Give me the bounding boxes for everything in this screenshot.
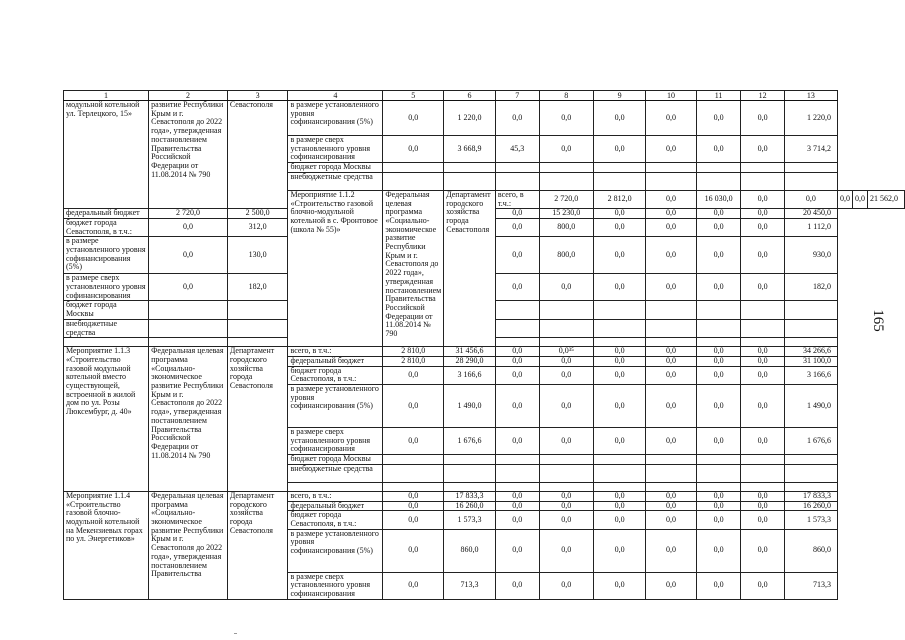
amount-cell: 130,0 (227, 237, 288, 274)
amount-cell: 0,0 (539, 101, 593, 136)
amount-cell: 0,0 (593, 501, 645, 511)
amount-cell: 0,0 (383, 366, 444, 384)
column-header: 12 (741, 91, 785, 101)
text-cell: всего, в т.ч.: (288, 491, 383, 501)
amount-cell (646, 455, 697, 465)
amount-cell: 0,0 (383, 572, 444, 599)
amount-cell: 0,0 (539, 385, 593, 428)
amount-cell: 0,0 (383, 501, 444, 511)
amount-cell: 0,0 (741, 491, 785, 501)
amount-cell: 0,0 (741, 101, 785, 136)
amount-cell: 0,0 (646, 101, 697, 136)
amount-cell (646, 172, 697, 190)
text-cell: Федеральная целевая программа «Социально-экономическое развитие Республики Крым и г. Севастополя до 2022 года», утвержденная постановлением Правительства Российской Федерации от 11.08.2014 № 790 (149, 347, 228, 492)
amount-cell: 0,0 (646, 501, 697, 511)
amount-cell (646, 464, 697, 482)
amount-cell (646, 301, 697, 319)
amount-cell: 182,0 (227, 274, 288, 301)
amount-cell (696, 163, 741, 173)
amount-cell (784, 482, 837, 491)
amount-cell (696, 455, 741, 465)
amount-cell (696, 301, 741, 319)
amount-cell: 0,0 (696, 356, 741, 366)
amount-cell: 1 112,0 (784, 218, 837, 236)
amount-cell (741, 455, 785, 465)
amount-cell: 0,0 (495, 491, 539, 501)
amount-cell: 0,0 (646, 366, 697, 384)
amount-cell (495, 319, 539, 337)
amount-cell: 0,0 (149, 274, 228, 301)
amount-cell: 182,0 (784, 274, 837, 301)
amount-cell: 1 676,6 (784, 428, 837, 455)
amount-cell: 0,0 (593, 366, 645, 384)
text-cell: бюджет города Севастополя, в т.ч.: (288, 511, 383, 529)
amount-cell: 20 450,0 (784, 209, 837, 219)
amount-cell (495, 172, 539, 190)
column-header: 7 (495, 91, 539, 101)
amount-cell: 0,0 (593, 491, 645, 501)
amount-cell: 0,0 (539, 366, 593, 384)
amount-cell (539, 464, 593, 482)
amount-cell (696, 319, 741, 337)
amount-cell: 0,0 (741, 366, 785, 384)
amount-cell: 860,0 (444, 529, 496, 572)
amount-cell: 21 562,0 (868, 190, 905, 208)
amount-cell: 0,0 (539, 136, 593, 163)
text-cell: Севастополя (227, 101, 288, 209)
amount-cell (495, 455, 539, 465)
amount-cell: 0,0 (696, 385, 741, 428)
amount-cell: 0,0 (593, 218, 645, 236)
amount-cell: 0,0 (539, 511, 593, 529)
amount-cell: 0,0 (593, 274, 645, 301)
amount-cell: 0,0 (696, 274, 741, 301)
amount-cell: 1 573,3 (784, 511, 837, 529)
amount-cell (539, 338, 593, 347)
text-cell: Департамент городского хозяйства города Севастополя (444, 190, 496, 346)
amount-cell: 0,0 (495, 218, 539, 236)
amount-cell: 0,0 (495, 274, 539, 301)
column-header: 2 (149, 91, 228, 101)
amount-cell: 0,0 (383, 428, 444, 455)
amount-cell: 1 220,0 (784, 101, 837, 136)
amount-cell: 3 166,6 (784, 366, 837, 384)
amount-cell: 0,0 (696, 572, 741, 599)
amount-cell: 0,0 (696, 529, 741, 572)
amount-cell: 0,0 (646, 347, 697, 357)
amount-cell: 16 260,0 (444, 501, 496, 511)
amount-cell (593, 172, 645, 190)
amount-cell (539, 455, 593, 465)
amount-cell: 16 030,0 (696, 190, 741, 208)
amount-cell: 0,0 (646, 237, 697, 274)
amount-cell (593, 338, 645, 347)
amount-cell (593, 319, 645, 337)
amount-cell: 15 230,0 (539, 209, 593, 219)
text-cell (64, 338, 149, 347)
amount-cell: 0,0 (593, 428, 645, 455)
amount-cell: 0,0 (646, 218, 697, 236)
amount-cell: 860,0 (784, 529, 837, 572)
text-cell: федеральный бюджет (288, 356, 383, 366)
amount-cell: 0,0 (539, 356, 593, 366)
amount-cell: 0,0 (539, 428, 593, 455)
amount-cell (646, 338, 697, 347)
amount-cell: 713,3 (784, 572, 837, 599)
text-cell: бюджет города Москвы (64, 301, 149, 319)
amount-cell: 0,0 (149, 237, 228, 274)
text-cell: в размере сверх установленного уровня софинансирования (64, 274, 149, 301)
amount-cell: 0,0 (696, 101, 741, 136)
amount-cell: 0,0 (383, 491, 444, 501)
table-body (64, 91, 905, 600)
amount-cell: 0,0 (741, 572, 785, 599)
amount-cell: 0,0 (495, 347, 539, 357)
amount-cell (227, 319, 288, 337)
amount-cell: 0,0 (495, 366, 539, 384)
amount-cell: 0,0 (741, 218, 785, 236)
scan-speck (234, 633, 237, 634)
text-cell: в размере установленного уровня софинансирования (5%) (64, 237, 149, 274)
amount-cell: 3 668,9 (444, 136, 496, 163)
amount-cell: 0,0 (383, 529, 444, 572)
amount-cell (444, 455, 496, 465)
column-header: 9 (593, 91, 645, 101)
amount-cell (696, 482, 741, 491)
amount-cell: 0,0 (741, 347, 785, 357)
amount-cell (444, 172, 496, 190)
amount-cell (444, 163, 496, 173)
amount-cell: 0,0 (495, 237, 539, 274)
text-cell: внебюджетные средства (288, 464, 383, 482)
budget-table (63, 90, 905, 600)
amount-cell: 0,0 (539, 529, 593, 572)
amount-cell (227, 301, 288, 319)
table-row (64, 347, 905, 357)
amount-cell (593, 301, 645, 319)
text-cell: Департамент городского хозяйства города Севастополя (227, 491, 288, 599)
amount-cell (784, 319, 837, 337)
amount-cell (539, 319, 593, 337)
amount-cell: 0,0 (741, 529, 785, 572)
amount-cell: 0,0 (539, 274, 593, 301)
amount-cell (784, 464, 837, 482)
amount-cell: 0,0 (593, 572, 645, 599)
amount-cell: 0,0 (539, 491, 593, 501)
amount-cell: 0,0 (741, 385, 785, 428)
amount-cell (539, 172, 593, 190)
amount-cell (383, 172, 444, 190)
text-cell: развитие Республики Крым и г. Севастополя до 2022 года», утвержденная постановлением Правительства Российской Федерации от 11.08.2014 № 790 (149, 101, 228, 209)
text-cell: Мероприятие 1.1.4 «Строительство газовой блочно-модульной котельной на Мекензиевых горах по ул. Энергетиков» (64, 491, 149, 599)
amount-cell: 2 812,0 (593, 190, 645, 208)
amount-cell: 0,0 (696, 511, 741, 529)
amount-cell: 2 810,0 (383, 356, 444, 366)
amount-cell: 0,0 (593, 136, 645, 163)
amount-cell: 0,0 (646, 491, 697, 501)
amount-cell (646, 319, 697, 337)
text-cell: внебюджетные средства (288, 172, 383, 190)
column-header: 3 (227, 91, 288, 101)
page-number: 165 (869, 309, 886, 332)
amount-cell (593, 464, 645, 482)
amount-cell: 0,0 (696, 136, 741, 163)
amount-cell: 0,0 (646, 572, 697, 599)
amount-cell: 2 810,0 (383, 347, 444, 357)
amount-cell: 0,0 (495, 385, 539, 428)
column-header: 4 (288, 91, 383, 101)
text-cell: Федеральная целевая программа «Социально-экономическое развитие Республики Крым и г. Севастополя до 2022 года», утвержденная постановлением Правительства (149, 491, 228, 599)
amount-cell: 0,0 (741, 501, 785, 511)
table-row (64, 101, 905, 136)
amount-cell: 0,0 (593, 385, 645, 428)
header-row (64, 91, 905, 101)
text-cell: в размере сверх установленного уровня софинансирования (288, 572, 383, 599)
amount-cell (784, 338, 837, 347)
amount-cell (741, 319, 785, 337)
amount-cell (696, 172, 741, 190)
text-cell (288, 482, 383, 491)
amount-cell: 1 490,0 (444, 385, 496, 428)
text-cell: Федеральная целевая программа «Социально-экономическое развитие Республики Крым и г. Севастополя до 2022 года», утвержденная постановлением Правительства Российской Федерации от 11.08.2014 № 790 (383, 190, 444, 346)
amount-cell: 0,0 (383, 136, 444, 163)
amount-cell: 2 720,0 (539, 190, 593, 208)
amount-cell: 1 676,6 (444, 428, 496, 455)
amount-cell: 0,0 (646, 136, 697, 163)
amount-cell (646, 482, 697, 491)
amount-cell (741, 163, 785, 173)
amount-cell: 0,0 (741, 237, 785, 274)
amount-cell (495, 482, 539, 491)
text-cell: бюджет города Москвы (288, 163, 383, 173)
amount-cell: 0,0 (646, 209, 697, 219)
amount-cell (495, 163, 539, 173)
amount-cell: 0,0 (495, 501, 539, 511)
amount-cell: 0,0³⁵ (539, 347, 593, 357)
amount-cell: 0,0 (696, 218, 741, 236)
amount-cell (741, 464, 785, 482)
amount-cell: 34 266,6 (784, 347, 837, 357)
table-row (64, 491, 905, 501)
amount-cell (696, 338, 741, 347)
amount-cell (149, 319, 228, 337)
amount-cell: 0,0 (696, 428, 741, 455)
amount-cell: 0,0 (495, 101, 539, 136)
amount-cell: 0,0 (696, 209, 741, 219)
text-cell: в размере сверх установленного уровня софинансирования (288, 428, 383, 455)
amount-cell: 0,0 (646, 511, 697, 529)
amount-cell: 0,0 (593, 529, 645, 572)
amount-cell: 0,0 (593, 237, 645, 274)
amount-cell: 0,0 (838, 190, 853, 208)
amount-cell: 0,0 (696, 491, 741, 501)
amount-cell (593, 482, 645, 491)
amount-cell: 2 720,0 (149, 209, 228, 219)
amount-cell: 0,0 (696, 237, 741, 274)
amount-cell: 0,0 (696, 366, 741, 384)
amount-cell: 0,0 (646, 385, 697, 428)
amount-cell: 0,0 (696, 501, 741, 511)
amount-cell: 0,0 (741, 428, 785, 455)
amount-cell: 312,0 (227, 218, 288, 236)
text-cell: Мероприятие 1.1.3 «Строительство газовой модульной котельной вместо существующей, встроенной в жилой дом по ул. Розы Люксембург, д. 40» (64, 347, 149, 492)
text-cell: в размере установленного уровня софинансирования (5%) (288, 385, 383, 428)
amount-cell (593, 455, 645, 465)
text-cell: бюджет города Севастополя, в т.ч.: (288, 366, 383, 384)
amount-cell (784, 455, 837, 465)
amount-cell: 2 500,0 (227, 209, 288, 219)
amount-cell (784, 163, 837, 173)
amount-cell (495, 301, 539, 319)
amount-cell: 0,0 (495, 572, 539, 599)
amount-cell (784, 301, 837, 319)
text-cell: Мероприятие 1.1.2 «Строительство газовой блочно-модульной котельной в с. Фронтовое (школа № 55)» (288, 190, 383, 346)
column-header: 10 (646, 91, 697, 101)
amount-cell (741, 338, 785, 347)
amount-cell: 0,0 (593, 511, 645, 529)
amount-cell: 0,0 (646, 190, 697, 208)
amount-cell: 31 100,0 (784, 356, 837, 366)
amount-cell (495, 338, 539, 347)
column-header: 11 (696, 91, 741, 101)
text-cell: Департамент городского хозяйства города Севастополя (227, 347, 288, 492)
amount-cell: 0,0 (539, 501, 593, 511)
amount-cell (593, 163, 645, 173)
amount-cell: 0,0 (593, 347, 645, 357)
amount-cell: 0,0 (696, 347, 741, 357)
amount-cell: 3 166,6 (444, 366, 496, 384)
amount-cell (784, 172, 837, 190)
column-header: 5 (383, 91, 444, 101)
amount-cell: 0,0 (741, 274, 785, 301)
amount-cell: 0,0 (741, 356, 785, 366)
amount-cell: 1 220,0 (444, 101, 496, 136)
amount-cell (741, 301, 785, 319)
amount-cell (149, 301, 228, 319)
amount-cell: 0,0 (593, 101, 645, 136)
amount-cell: 0,0 (741, 511, 785, 529)
text-cell: федеральный бюджет (288, 501, 383, 511)
amount-cell: 0,0 (741, 209, 785, 219)
amount-cell: 0,0 (495, 356, 539, 366)
text-cell: бюджет города Москвы (288, 455, 383, 465)
amount-cell: 0,0 (495, 209, 539, 219)
amount-cell: 0,0 (383, 511, 444, 529)
amount-cell (495, 464, 539, 482)
amount-cell: 0,0 (646, 274, 697, 301)
amount-cell: 0,0 (383, 101, 444, 136)
amount-cell: 28 290,0 (444, 356, 496, 366)
amount-cell: 3 714,2 (784, 136, 837, 163)
amount-cell (696, 464, 741, 482)
amount-cell (227, 338, 288, 347)
amount-cell: 0,0 (646, 356, 697, 366)
amount-cell (741, 482, 785, 491)
amount-cell (646, 163, 697, 173)
amount-cell: 0,0 (539, 572, 593, 599)
amount-cell: 800,0 (539, 237, 593, 274)
amount-cell: 17 833,3 (444, 491, 496, 501)
amount-cell: 0,0 (495, 511, 539, 529)
text-cell: в размере установленного уровня софинансирования (5%) (288, 101, 383, 136)
amount-cell: 45,3 (495, 136, 539, 163)
amount-cell: 31 456,6 (444, 347, 496, 357)
text-cell: в размере установленного уровня софинансирования (5%) (288, 529, 383, 572)
amount-cell: 0,0 (383, 385, 444, 428)
amount-cell: 16 260,0 (784, 501, 837, 511)
amount-cell: 1 573,3 (444, 511, 496, 529)
amount-cell: 930,0 (784, 237, 837, 274)
amount-cell: 0,0 (149, 218, 228, 236)
text-cell: бюджет города Севастополя, в т.ч.: (64, 218, 149, 236)
amount-cell (383, 464, 444, 482)
amount-cell (149, 338, 228, 347)
amount-cell: 0,0 (741, 190, 785, 208)
amount-cell: 0,0 (593, 209, 645, 219)
amount-cell: 0,0 (646, 529, 697, 572)
amount-cell (741, 172, 785, 190)
amount-cell: 17 833,3 (784, 491, 837, 501)
amount-cell (539, 301, 593, 319)
text-cell: всего, в т.ч.: (495, 190, 539, 208)
amount-cell (539, 163, 593, 173)
amount-cell (444, 482, 496, 491)
column-header: 13 (784, 91, 837, 101)
text-cell: в размере сверх установленного уровня софинансирования (288, 136, 383, 163)
amount-cell: 0,0 (784, 190, 837, 208)
amount-cell (383, 455, 444, 465)
text-cell: внебюджетные средства (64, 319, 149, 337)
amount-cell: 0,0 (593, 356, 645, 366)
column-header: 1 (64, 91, 149, 101)
text-cell: федеральный бюджет (64, 209, 149, 219)
amount-cell: 713,3 (444, 572, 496, 599)
amount-cell: 0,0 (495, 529, 539, 572)
text-cell: модульной котельной ул. Терлецкого, 15» (64, 101, 149, 209)
amount-cell: 1 490,0 (784, 385, 837, 428)
column-header: 8 (539, 91, 593, 101)
amount-cell: 800,0 (539, 218, 593, 236)
amount-cell (539, 482, 593, 491)
amount-cell: 0,0 (646, 428, 697, 455)
amount-cell (383, 163, 444, 173)
amount-cell: 0,0 (853, 190, 868, 208)
column-header: 6 (444, 91, 496, 101)
amount-cell: 0,0 (495, 428, 539, 455)
amount-cell (444, 464, 496, 482)
amount-cell (383, 482, 444, 491)
amount-cell: 0,0 (741, 136, 785, 163)
text-cell: всего, в т.ч.: (288, 347, 383, 357)
